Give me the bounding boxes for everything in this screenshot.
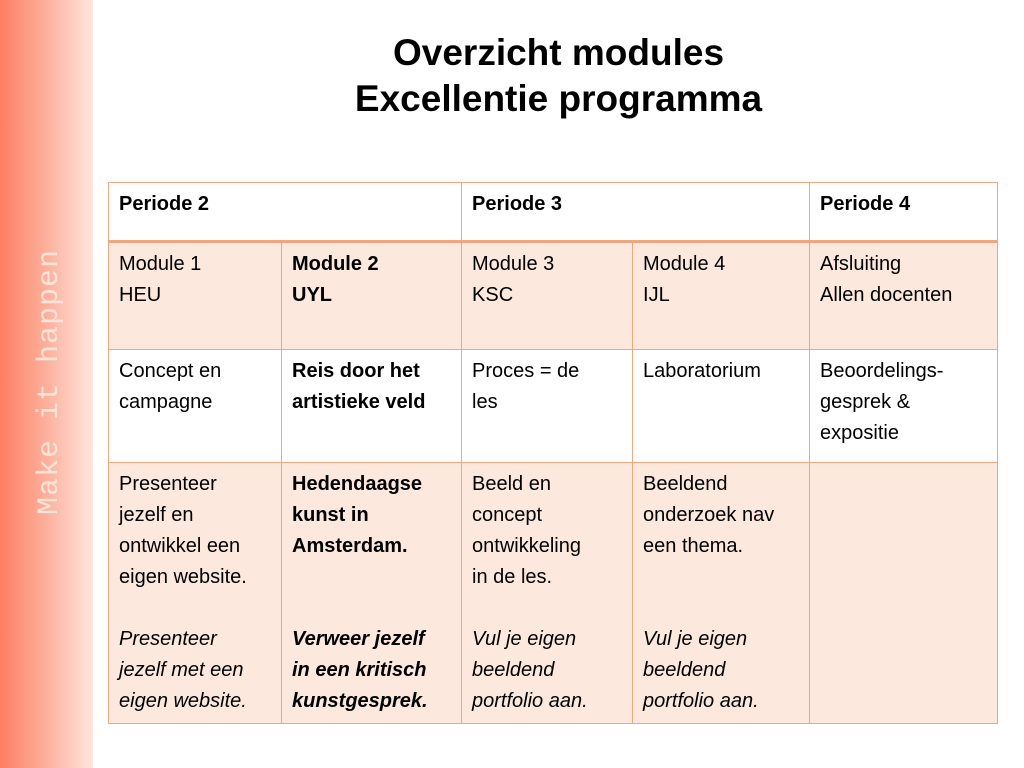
table-cell [282,242,462,350]
table-cell [633,242,810,350]
cell-line: een thema. [643,535,744,557]
header-label: Periode 3 [472,193,563,215]
cell-line: Hedendaagse [292,473,423,495]
table-row [109,242,998,350]
table-cell [109,350,282,463]
cell-line: Module 3 [472,253,555,275]
modules-table [108,182,998,724]
cell-line: Verweer jezelf [292,628,425,650]
cell-line: expositie [820,422,899,444]
cell-line: in een kritisch [292,659,427,681]
cell-line: ontwikkeling [472,535,581,557]
header-label: Periode 2 [119,193,210,215]
cell-line: les [472,391,498,413]
cell-line: kunstgesprek. [292,690,428,712]
title-line-1: Overzicht modules [392,32,725,73]
cell-line: in de les. [472,566,553,588]
cell-line: Proces = de [472,360,580,382]
cell-line: IJL [643,284,670,306]
cell-line: kunst in [292,504,369,526]
title-line-2: Excellentie programma [354,78,763,119]
cell-line: Allen docenten [820,284,953,306]
cell-line: concept [472,504,543,526]
cell-line: Vul je eigen [472,628,577,650]
cell-line: KSC [472,284,514,306]
cell-line: beeldend [643,659,726,681]
cell-line: Vul je eigen [643,628,748,650]
cell-line: Concept en [119,360,222,382]
cell-line: Presenteer [119,628,217,650]
table-row [109,350,998,463]
sidebar-tagline: Make it happen [33,248,67,516]
cell-line: HEU [119,284,162,306]
table-cell [810,242,998,350]
cell-line: Amsterdam. [292,535,408,557]
cell-line: campagne [119,391,213,413]
table-cell [462,242,633,350]
cell-line: eigen website. [119,690,247,712]
cell-line: Afsluiting [820,253,902,275]
table-cell [462,463,633,724]
header-periode-3 [462,183,810,242]
cell-line: portfolio aan. [643,690,759,712]
table-cell [462,350,633,463]
header-periode-4 [810,183,998,242]
table-cell [282,350,462,463]
cell-line: jezelf en [119,504,194,526]
cell-line: Reis door het [292,360,420,382]
cell-line: UYL [292,284,332,306]
sidebar-decoration [0,0,93,768]
cell-line: eigen website. [119,566,247,588]
cell-line: onderzoek nav [643,504,775,526]
cell-line: Module 1 [119,253,202,275]
cell-line: Laboratorium [643,360,761,382]
table-row [109,463,998,724]
cell-line: gesprek & [820,391,911,413]
table-cell [633,463,810,724]
table-cell [810,350,998,463]
cell-line: portfolio aan. [472,690,588,712]
cell-line: Presenteer [119,473,217,495]
cell-line: Beeld en [472,473,551,495]
cell-line: jezelf met een [119,659,244,681]
cell-line: Module 4 [643,253,726,275]
table-cell [282,463,462,724]
cell-line: artistieke veld [292,391,426,413]
header-row [109,183,998,242]
cell-line: Beeldend [643,473,728,495]
header-periode-2 [109,183,462,242]
table-cell-empty [810,463,998,724]
cell-line: Module 2 [292,253,379,275]
cell-line: Beoordelings- [820,360,944,382]
table-cell [109,463,282,724]
cell-line: beeldend [472,659,555,681]
table-cell [109,242,282,350]
page-title [93,30,1024,122]
header-label: Periode 4 [820,193,911,215]
table-cell [633,350,810,463]
cell-line: ontwikkel een [119,535,241,557]
